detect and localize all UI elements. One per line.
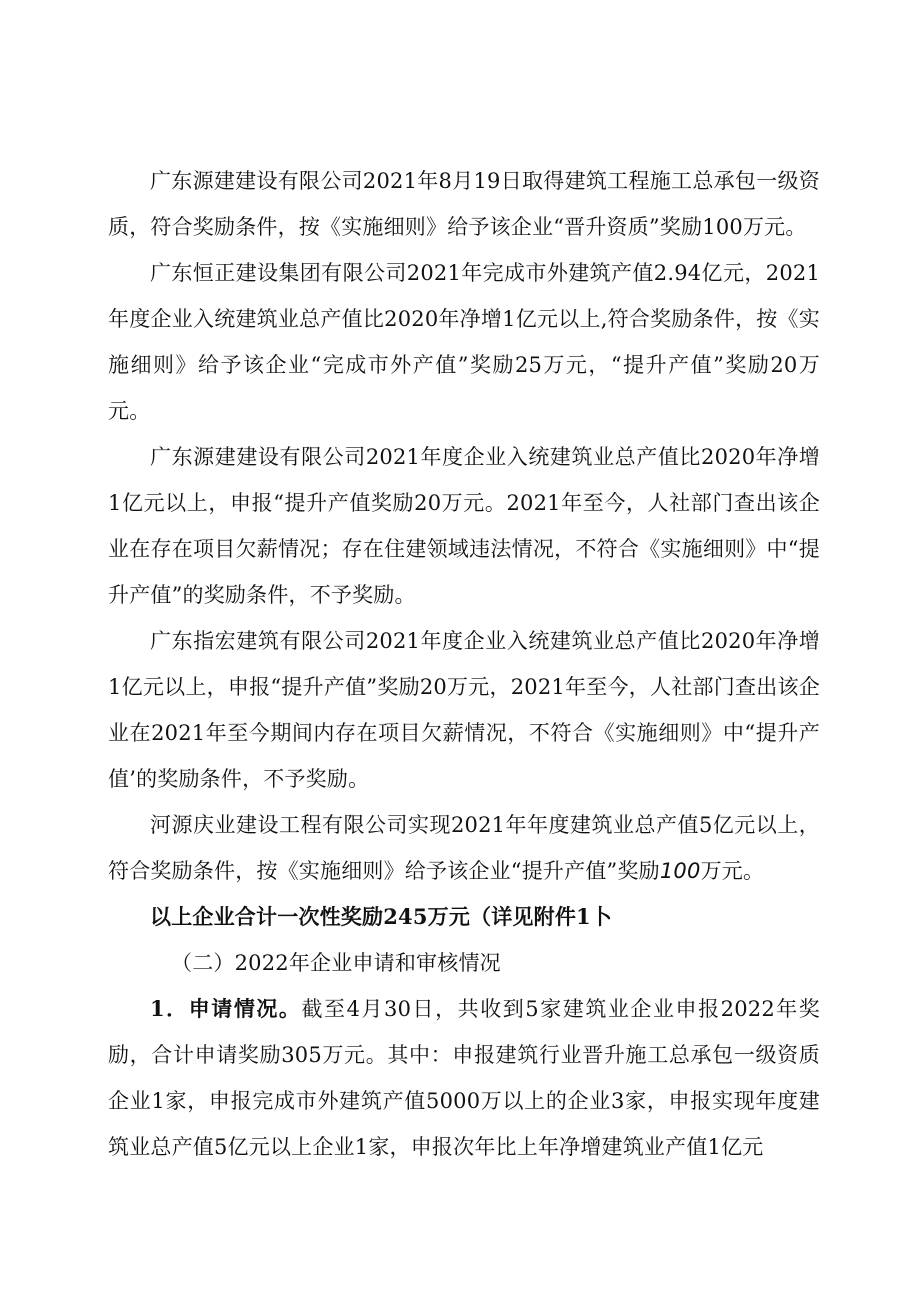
paragraph-qingye-unit: 万元。	[700, 859, 765, 883]
paragraph-zhihong-rejected: 广东指宏建筑有限公司2021年度企业入统建筑业总产值比2020年净增1亿元以上，申报“提升产值”奖励20万元，2021年至今，人社部门查出该企业在2021年至今期间内存在项目欠薪情况，不符合《实施细则》中“提升产值’的奖励条件，不予奖励。	[108, 629, 820, 791]
document-body	[108, 158, 820, 1170]
paragraph-qingye-output	[108, 802, 820, 894]
paragraph-application-status	[108, 986, 820, 1170]
paragraph-yuanjian-qualification: 广东源建建设有限公司2021年8月19日取得建筑工程施工总承包一级资质，符合奖励条件，按《实施细则》给予该企业“晋升资质”奖励100万元。	[108, 169, 820, 239]
paragraph-hengzheng-output: 广东恒正建设集团有限公司2021年完成市外建筑产值2.94亿元，2021年度企业入统建筑业总产值比2020年净增1亿元以上,符合奖励条件，按《实施细则》给予该企业“完成市外产值”奖励25万元，“提升产值”奖励20万元。	[108, 261, 820, 423]
summary-total-reward: 以上企业合计一次性奖励245万元（详见附件1卜	[150, 904, 613, 929]
paragraph-qingye-text: 河源庆业建设工程有限公司实现2021年年度建筑业总产值5亿元以上，符合奖励条件，按《实施细则》给予该企业“提升产值”奖励	[108, 813, 820, 883]
paragraph-yuanjian-rejected: 广东源建建设有限公司2021年度企业入统建筑业总产值比2020年净增1亿元以上，申报“提升产值奖励20万元。2021年至今，人社部门查出该企业在存在项目欠薪情况；存在住建领域违法情况，不符合《实施细则》中“提升产值”的奖励条件，不予奖励。	[108, 445, 820, 607]
section-heading-2022: （二）2022年企业申请和审核情况	[171, 951, 501, 975]
application-status-lead: 1．申请情况。	[150, 996, 302, 1021]
application-status-body: 截至4月30日，共收到5家建筑业企业申报2022年奖励，合计申请奖励305万元。其中：申报建筑行业晋升施工总承包一级资质企业1家，申报完成市外建筑产值5000万以上的企业3家，申报实现年度建筑业总产值5亿元以上企业1家，申报次年比上年净增建筑业产值1亿元	[108, 997, 820, 1159]
paragraph-qingye-amount: 100	[659, 859, 701, 883]
